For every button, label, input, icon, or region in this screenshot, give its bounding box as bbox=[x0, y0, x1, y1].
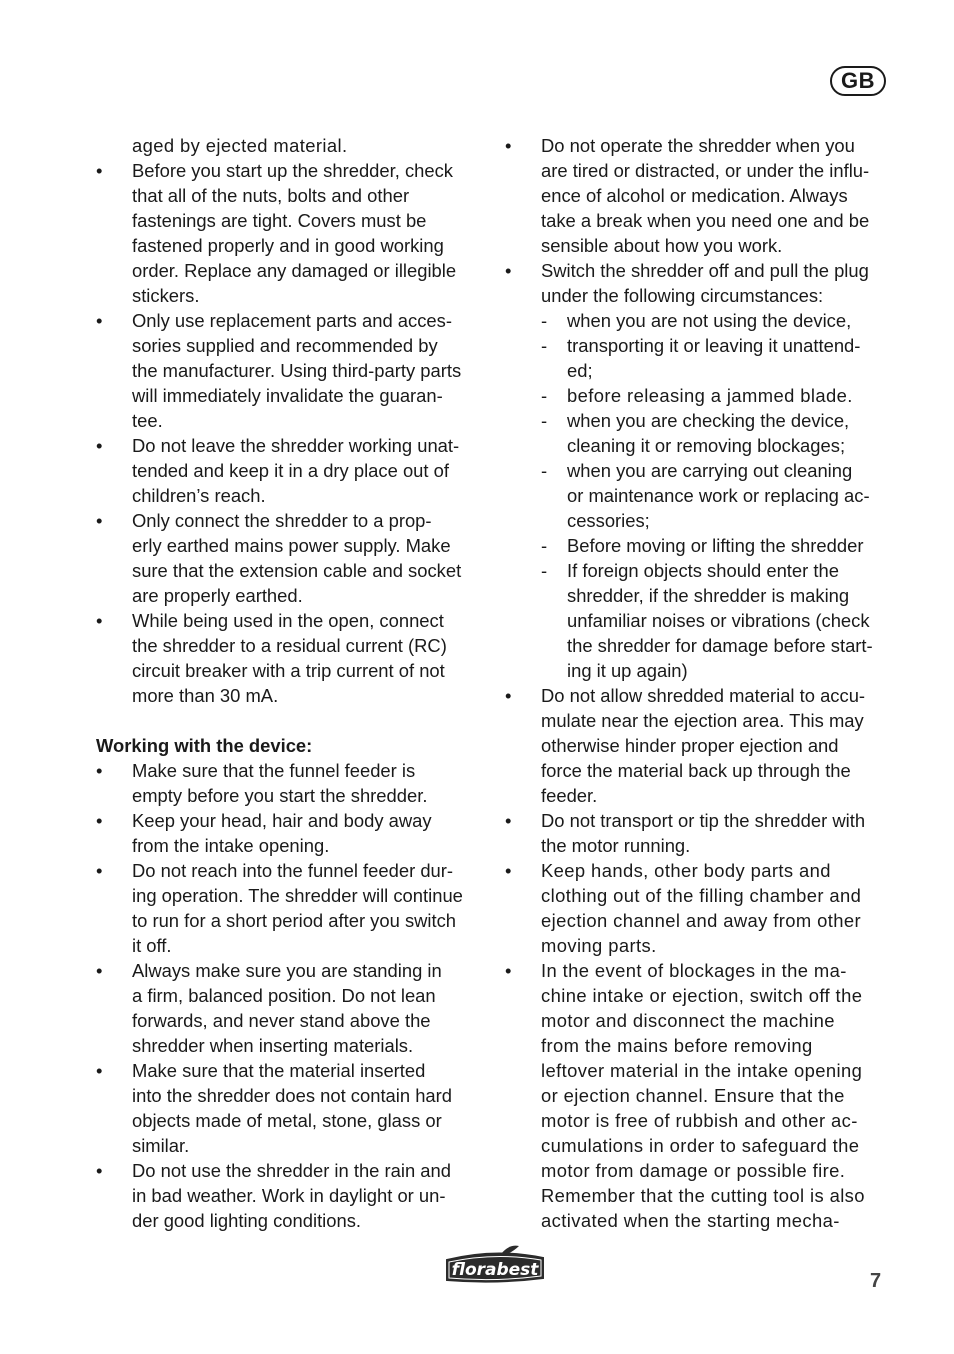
line-text: activated when the starting mecha- bbox=[541, 1210, 840, 1231]
line-text: mulate near the ejection area. This may bbox=[541, 710, 864, 731]
line-text: Keep hands, other body parts and bbox=[541, 860, 831, 881]
line-text: Always make sure you are standing in bbox=[132, 960, 442, 981]
right-column-line bbox=[505, 783, 890, 808]
left-column-line bbox=[96, 333, 481, 358]
line-text: to run for a short period after you switch bbox=[132, 910, 457, 931]
dash-marker: - bbox=[541, 410, 548, 431]
right-column-line bbox=[505, 1183, 890, 1208]
line-text: when you are carrying out cleaning bbox=[567, 460, 853, 481]
left-column-line bbox=[96, 133, 481, 158]
left-column-line bbox=[96, 208, 481, 233]
line-text: or maintenance work or replacing ac- bbox=[567, 485, 870, 506]
line-text: that all of the nuts, bolts and other bbox=[132, 185, 410, 206]
bullet-marker: • bbox=[96, 1060, 103, 1081]
line-text: Remember that the cutting tool is also bbox=[541, 1185, 865, 1206]
right-column-line bbox=[505, 133, 890, 158]
line-text: Do not allow shredded material to accu- bbox=[541, 685, 866, 706]
left-column-line bbox=[96, 1108, 481, 1133]
line-text: otherwise hinder proper ejection and bbox=[541, 735, 839, 756]
line-text: tee. bbox=[132, 410, 163, 431]
line-text: into the shredder does not contain hard bbox=[132, 1085, 453, 1106]
line-text: it off. bbox=[132, 935, 172, 956]
left-column-line bbox=[96, 183, 481, 208]
line-text: the motor running. bbox=[541, 835, 691, 856]
line-text: a firm, balanced position. Do not lean bbox=[132, 985, 436, 1006]
line-text: circuit breaker with a trip current of not bbox=[132, 660, 445, 681]
dash-marker: - bbox=[541, 560, 548, 581]
line-text: when you are not using the device, bbox=[567, 310, 852, 331]
bullet-marker: • bbox=[505, 960, 512, 981]
right-column-line bbox=[505, 858, 890, 883]
line-text: unfamiliar noises or vibrations (check bbox=[567, 610, 870, 631]
line-text: order. Replace any damaged or illegible bbox=[132, 260, 457, 281]
line-text: from the intake opening. bbox=[132, 835, 330, 856]
left-column-line bbox=[96, 733, 481, 758]
left-column-line bbox=[96, 583, 481, 608]
bullet-marker: • bbox=[505, 685, 512, 706]
line-text: ence of alcohol or medication. Always bbox=[541, 185, 848, 206]
line-text: similar. bbox=[132, 1135, 190, 1156]
line-text: der good lighting conditions. bbox=[132, 1210, 362, 1231]
left-column bbox=[96, 133, 481, 1233]
left-column-line bbox=[96, 308, 481, 333]
left-column-line bbox=[96, 283, 481, 308]
left-column-line bbox=[96, 783, 481, 808]
right-column-line bbox=[505, 883, 890, 908]
line-text: more than 30 mA. bbox=[132, 685, 279, 706]
right-column-line bbox=[505, 983, 890, 1008]
right-column-line bbox=[505, 233, 890, 258]
line-text: Do not use the shredder in the rain and bbox=[132, 1160, 451, 1181]
line-text: fastened properly and in good working bbox=[132, 235, 444, 256]
right-column-line bbox=[505, 608, 890, 633]
line-text: forwards, and never stand above the bbox=[132, 1010, 431, 1031]
line-text: chine intake or ejection, switch off the bbox=[541, 985, 863, 1006]
line-text: Only connect the shredder to a prop- bbox=[132, 510, 432, 531]
right-column-line bbox=[505, 333, 890, 358]
left-column-line bbox=[96, 483, 481, 508]
right-column-line bbox=[505, 1108, 890, 1133]
right-column-line bbox=[505, 633, 890, 658]
left-column-line bbox=[96, 608, 481, 633]
right-column-line bbox=[505, 583, 890, 608]
line-text: force the material back up through the bbox=[541, 760, 851, 781]
bullet-marker: • bbox=[96, 310, 103, 331]
line-text: the shredder to a residual current (RC) bbox=[132, 635, 447, 656]
bullet-marker: • bbox=[96, 160, 103, 181]
right-column-line bbox=[505, 908, 890, 933]
line-text: erly earthed mains power supply. Make bbox=[132, 535, 451, 556]
line-text: sure that the extension cable and socket bbox=[132, 560, 462, 581]
line-text: In the event of blockages in the ma- bbox=[541, 960, 847, 981]
left-column-line bbox=[96, 558, 481, 583]
right-column-line bbox=[505, 933, 890, 958]
right-column-line bbox=[505, 1158, 890, 1183]
left-column-line bbox=[96, 358, 481, 383]
left-column-line bbox=[96, 758, 481, 783]
line-text: tended and keep it in a dry place out of bbox=[132, 460, 449, 481]
line-text: from the mains before removing bbox=[541, 1035, 813, 1056]
line-text: While being used in the open, connect bbox=[132, 610, 444, 631]
left-column-line bbox=[96, 408, 481, 433]
right-column-line bbox=[505, 808, 890, 833]
line-text: leftover material in the intake opening bbox=[541, 1060, 863, 1081]
right-column-line bbox=[505, 658, 890, 683]
line-text: Make sure that the material inserted bbox=[132, 1060, 426, 1081]
line-text: sories supplied and recommended by bbox=[132, 335, 438, 356]
line-text: the shredder for damage before start- bbox=[567, 635, 873, 656]
right-column-line bbox=[505, 408, 890, 433]
left-column-line bbox=[96, 983, 481, 1008]
dash-marker: - bbox=[541, 385, 548, 406]
right-column-line bbox=[505, 1008, 890, 1033]
line-text: under the following circumstances: bbox=[541, 285, 824, 306]
left-column-line bbox=[96, 1033, 481, 1058]
right-column-line bbox=[505, 283, 890, 308]
right-column-line bbox=[505, 758, 890, 783]
right-column-line bbox=[505, 1058, 890, 1083]
line-text: sensible about how you work. bbox=[541, 235, 783, 256]
left-column-line bbox=[96, 908, 481, 933]
dash-marker: - bbox=[541, 535, 548, 556]
right-column-line bbox=[505, 558, 890, 583]
right-column-line bbox=[505, 458, 890, 483]
line-text: aged by ejected material. bbox=[132, 135, 348, 156]
language-badge: GB bbox=[830, 66, 886, 96]
right-column-line bbox=[505, 208, 890, 233]
line-text: cumulations in order to safeguard the bbox=[541, 1135, 860, 1156]
line-text: motor is free of rubbish and other ac- bbox=[541, 1110, 858, 1131]
left-column-line bbox=[96, 158, 481, 183]
right-column-line bbox=[505, 708, 890, 733]
bullet-marker: • bbox=[96, 960, 103, 981]
line-text: motor from damage or possible fire. bbox=[541, 1160, 846, 1181]
logo-text: florabest bbox=[451, 1260, 539, 1280]
right-column-line bbox=[505, 508, 890, 533]
left-column-line bbox=[96, 1183, 481, 1208]
left-column-line bbox=[96, 1158, 481, 1183]
left-column-line bbox=[96, 383, 481, 408]
line-text: cleaning it or removing blockages; bbox=[567, 435, 846, 456]
right-column-line bbox=[505, 358, 890, 383]
florabest-logo bbox=[443, 1244, 547, 1284]
left-column-line bbox=[96, 258, 481, 283]
section-heading: Working with the device: bbox=[96, 735, 313, 756]
line-text: children’s reach. bbox=[132, 485, 266, 506]
right-column-line bbox=[505, 958, 890, 983]
right-column-line bbox=[505, 483, 890, 508]
left-column-line bbox=[96, 458, 481, 483]
left-column-line bbox=[96, 1008, 481, 1033]
bullet-marker: • bbox=[505, 810, 512, 831]
right-column-line bbox=[505, 683, 890, 708]
line-text: Do not transport or tip the shredder with bbox=[541, 810, 866, 831]
line-text: stickers. bbox=[132, 285, 200, 306]
bullet-marker: • bbox=[96, 510, 103, 531]
left-column-line bbox=[96, 858, 481, 883]
left-column-line bbox=[96, 1083, 481, 1108]
line-text: before releasing a jammed blade. bbox=[567, 385, 853, 406]
line-text: will immediately invalidate the guaran- bbox=[132, 385, 443, 406]
left-column-line bbox=[96, 833, 481, 858]
left-column-line bbox=[96, 658, 481, 683]
left-column-line bbox=[96, 808, 481, 833]
line-text: shredder when inserting materials. bbox=[132, 1035, 414, 1056]
line-text: Switch the shredder off and pull the plug bbox=[541, 260, 869, 281]
left-column-line bbox=[96, 1208, 481, 1233]
line-text: when you are checking the device, bbox=[567, 410, 850, 431]
bullet-marker: • bbox=[505, 860, 512, 881]
right-column-line bbox=[505, 1133, 890, 1158]
line-text: fastenings are tight. Covers must be bbox=[132, 210, 427, 231]
right-column-line bbox=[505, 733, 890, 758]
line-text: shredder, if the shredder is making bbox=[567, 585, 850, 606]
right-column-line bbox=[505, 833, 890, 858]
left-column-line bbox=[96, 958, 481, 983]
line-text: Do not leave the shredder working unat- bbox=[132, 435, 460, 456]
line-text: or ejection channel. Ensure that the bbox=[541, 1085, 845, 1106]
left-column-line bbox=[96, 633, 481, 658]
right-column-line bbox=[505, 383, 890, 408]
line-text: Before moving or lifting the shredder bbox=[567, 535, 864, 556]
line-text: moving parts. bbox=[541, 935, 657, 956]
line-text: objects made of metal, stone, glass or bbox=[132, 1110, 442, 1131]
line-text: the manufacturer. Using third-party parts bbox=[132, 360, 462, 381]
line-text: motor and disconnect the machine bbox=[541, 1010, 835, 1031]
line-text: clothing out of the filling chamber and bbox=[541, 885, 862, 906]
left-column-line bbox=[96, 883, 481, 908]
right-column-line bbox=[505, 433, 890, 458]
line-text: take a break when you need one and be bbox=[541, 210, 870, 231]
line-text: Keep your head, hair and body away bbox=[132, 810, 432, 831]
line-text: ing it up again) bbox=[567, 660, 688, 681]
line-text: ejection channel and away from other bbox=[541, 910, 862, 931]
left-column-line bbox=[96, 708, 481, 733]
left-column-line bbox=[96, 1133, 481, 1158]
bullet-marker: • bbox=[96, 610, 103, 631]
left-column-line bbox=[96, 533, 481, 558]
right-column-line bbox=[505, 1033, 890, 1058]
left-column-line bbox=[96, 683, 481, 708]
line-text: in bad weather. Work in daylight or un- bbox=[132, 1185, 446, 1206]
bullet-marker: • bbox=[96, 810, 103, 831]
right-column-line bbox=[505, 183, 890, 208]
left-column-line bbox=[96, 508, 481, 533]
right-column-line bbox=[505, 1083, 890, 1108]
line-text: cessories; bbox=[567, 510, 650, 531]
line-text: ing operation. The shredder will continue bbox=[132, 885, 463, 906]
right-column-line bbox=[505, 533, 890, 558]
right-column-line bbox=[505, 308, 890, 333]
left-column-line bbox=[96, 933, 481, 958]
dash-marker: - bbox=[541, 460, 548, 481]
line-text: ed; bbox=[567, 360, 593, 381]
dash-marker: - bbox=[541, 335, 548, 356]
line-text: Before you start up the shredder, check bbox=[132, 160, 454, 181]
left-column-line bbox=[96, 233, 481, 258]
dash-marker: - bbox=[541, 310, 548, 331]
line-text: are tired or distracted, or under the influ- bbox=[541, 160, 870, 181]
line-text: are properly earthed. bbox=[132, 585, 303, 606]
line-text: If foreign objects should enter the bbox=[567, 560, 839, 581]
right-column-line bbox=[505, 158, 890, 183]
right-column bbox=[505, 133, 890, 1233]
right-column-line bbox=[505, 1208, 890, 1233]
bullet-marker: • bbox=[96, 860, 103, 881]
line-text: empty before you start the shredder. bbox=[132, 785, 428, 806]
bullet-marker: • bbox=[505, 260, 512, 281]
bullet-marker: • bbox=[505, 135, 512, 156]
page-number: 7 bbox=[870, 1270, 882, 1292]
line-text: Do not reach into the funnel feeder dur- bbox=[132, 860, 454, 881]
bullet-marker: • bbox=[96, 435, 103, 456]
right-column-line bbox=[505, 258, 890, 283]
line-text: Only use replacement parts and acces- bbox=[132, 310, 452, 331]
left-column-line bbox=[96, 1058, 481, 1083]
line-text: feeder. bbox=[541, 785, 598, 806]
bullet-marker: • bbox=[96, 760, 103, 781]
bullet-marker: • bbox=[96, 1160, 103, 1181]
line-text: Make sure that the funnel feeder is bbox=[132, 760, 416, 781]
left-column-line bbox=[96, 433, 481, 458]
line-text: transporting it or leaving it unattend- bbox=[567, 335, 861, 356]
line-text: Do not operate the shredder when you bbox=[541, 135, 855, 156]
